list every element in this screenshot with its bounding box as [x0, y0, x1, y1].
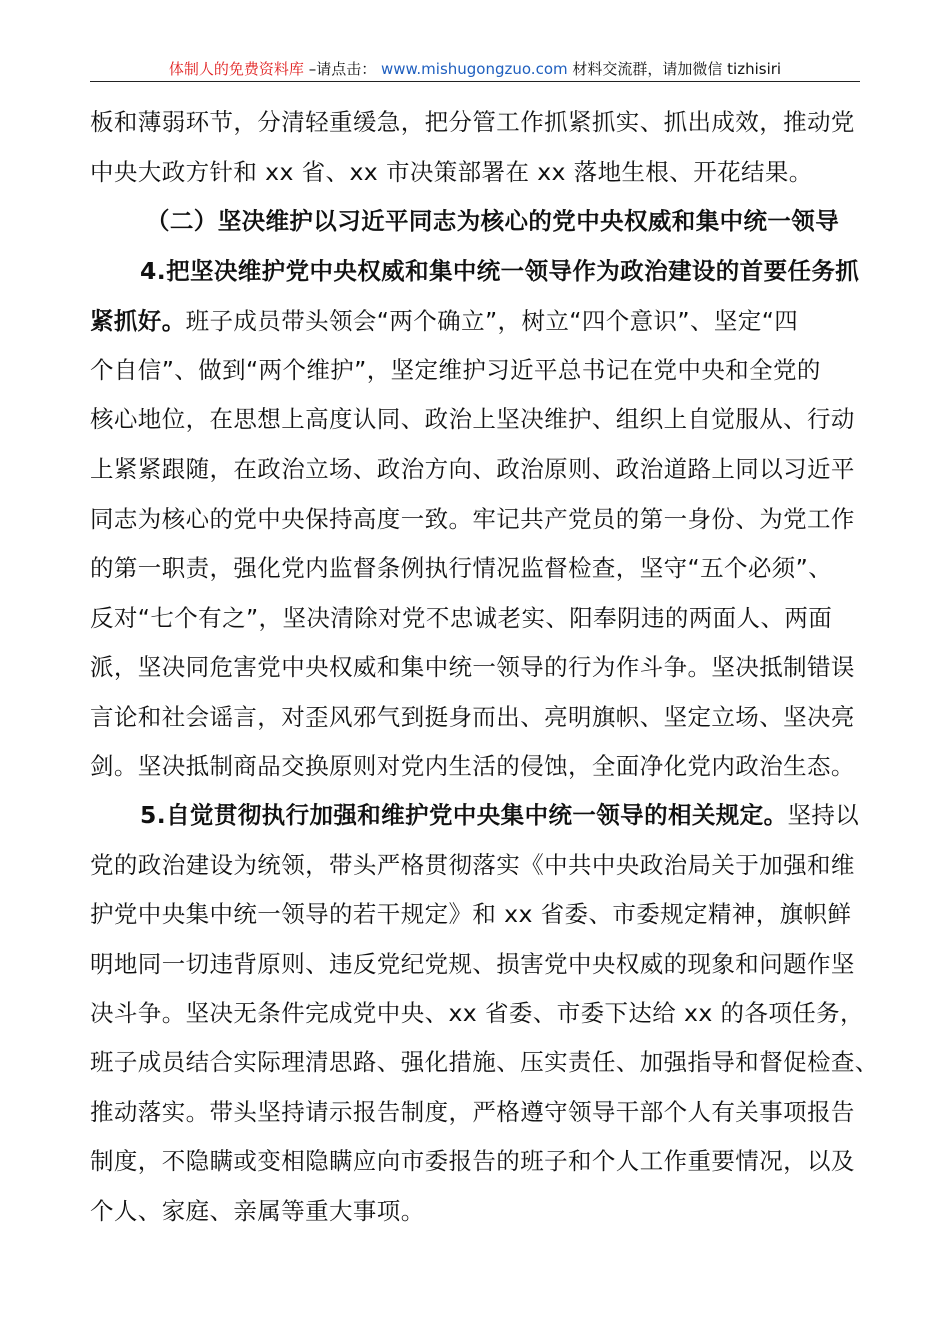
body-line: 班子成员结合实际理清思路、强化措施、压实责任、加强指导和督促检查、 — [90, 1048, 879, 1076]
item-4-text: 班子成员带头领会“两个确立”，树立“四个意识”、坚定“四 — [185, 307, 799, 335]
body-line: 护党中央集中统一领导的若干规定》和 xx 省委、市委规定精神，旗帜鲜 — [90, 900, 852, 928]
header-tail: 材料交流群，请加微信 tizhisiri — [572, 60, 782, 78]
body-line: 上紧紧跟随，在政治立场、政治方向、政治原则、政治道路上同以习近平 — [90, 455, 855, 483]
body-line: 板和薄弱环节，分清轻重缓急，把分管工作抓紧抓实、抓出成效，推动党 — [90, 108, 855, 136]
item-5-title: 5.自觉贯彻执行加强和维护党中央集中统一领导的相关规定。 — [140, 801, 788, 829]
item-5-line — [140, 800, 859, 830]
section-heading: （二）坚决维护以习近平同志为核心的党中央权威和集中统一领导 — [146, 207, 840, 235]
body-line: 剑。坚决抵制商品交换原则对党内生活的侵蚀，全面净化党内政治生态。 — [90, 752, 855, 780]
body-line: 同志为核心的党中央保持高度一致。牢记共产党员的第一身份、为党工作 — [90, 505, 855, 533]
header-prompt: –请点击： — [308, 60, 377, 78]
body-line — [90, 306, 798, 336]
header-site-link[interactable]: www.mishugongzuo.com — [380, 60, 568, 78]
body-line: 个人、家庭、亲属等重大事项。 — [90, 1197, 425, 1225]
body-line: 中央大政方针和 xx 省、xx 市决策部署在 xx 落地生根、开花结果。 — [90, 158, 813, 186]
body-line: 制度，不隐瞒或变相隐瞒应向市委报告的班子和个人工作重要情况，以及 — [90, 1147, 855, 1175]
body-line: 个自信”、做到“两个维护”，坚定维护习近平总书记在党中央和全党的 — [90, 356, 821, 384]
body-line: 的第一职责，强化党内监督条例执行情况监督检查，坚守“五个必须”、 — [90, 554, 833, 582]
body-line: 党的政治建设为统领，带头严格贯彻落实《中共中央政治局关于加强和维 — [90, 851, 855, 879]
item-5-text: 坚持以 — [787, 801, 860, 829]
body-line: 反对“七个有之”，坚决清除对党不忠诚老实、阳奉阴违的两面人、两面 — [90, 604, 833, 632]
item-4-title: 4.把坚决维护党中央权威和集中统一领导作为政治建设的首要任务抓 — [140, 257, 860, 285]
item-4-title-end: 紧抓好。 — [90, 307, 186, 335]
header-divider — [90, 81, 860, 82]
body-line: 核心地位，在思想上高度认同、政治上坚决维护、组织上自觉服从、行动 — [90, 405, 855, 433]
body-line: 决斗争。坚决无条件完成党中央、xx 省委、市委下达给 xx 的各项任务， — [90, 999, 864, 1027]
body-line: 明地同一切违背原则、违反党纪党规、损害党中央权威的现象和问题作坚 — [90, 950, 855, 978]
header-brand: 体制人的免费资料库 — [168, 60, 304, 78]
page-header — [90, 58, 860, 80]
body-line: 推动落实。带头坚持请示报告制度，严格遵守领导干部个人有关事项报告 — [90, 1098, 855, 1126]
body-line: 言论和社会谣言，对歪风邪气到挺身而出、亮明旗帜、坚定立场、坚决亮 — [90, 703, 855, 731]
body-line: 派，坚决同危害党中央权威和集中统一领导的行为作斗争。坚决抵制错误 — [90, 653, 855, 681]
